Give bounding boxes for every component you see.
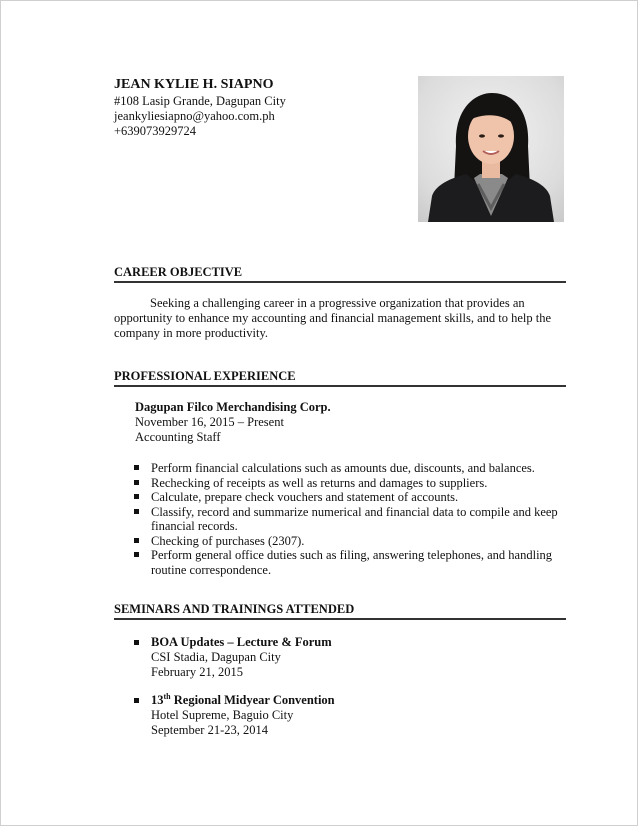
applicant-name: JEAN KYLIE H. SIAPNO bbox=[114, 77, 274, 92]
list-item: Calculate, prepare check vouchers and statement of accounts. bbox=[114, 490, 566, 505]
phone: +639073929724 bbox=[114, 124, 197, 138]
career-objective-text: Seeking a challenging career in a progressive organization that provides an opportunity to enhance my accounting and financial management skills, and to help the company in more productivity. bbox=[114, 296, 552, 340]
bullet-icon bbox=[134, 698, 139, 703]
email: jeankyliesiapno@yahoo.com.ph bbox=[114, 109, 275, 123]
section-title: CAREER OBJECTIVE bbox=[114, 265, 566, 283]
list-item: Checking of purchases (2307). bbox=[114, 534, 566, 549]
list-item: Rechecking of receipts as well as returns and damages to suppliers. bbox=[114, 476, 566, 491]
employment-dates: November 16, 2015 – Present bbox=[135, 415, 284, 429]
address: #108 Lasip Grande, Dagupan City bbox=[114, 94, 286, 108]
seminar-entry bbox=[114, 693, 566, 738]
bullet-icon bbox=[134, 640, 139, 645]
seminar-date: February 21, 2015 bbox=[151, 665, 243, 679]
seminar-date: September 21-23, 2014 bbox=[151, 723, 268, 737]
company-name: Dagupan Filco Merchandising Corp. bbox=[135, 400, 331, 414]
experience-section bbox=[114, 369, 566, 577]
seminar-venue: CSI Stadia, Dagupan City bbox=[151, 650, 281, 664]
seminar-entry bbox=[114, 635, 566, 680]
seminar-venue: Hotel Supreme, Baguio City bbox=[151, 708, 294, 722]
career-objective-section bbox=[114, 265, 566, 341]
list-item: Perform financial calculations such as amounts due, discounts, and balances. bbox=[114, 461, 566, 476]
bullet-icon bbox=[134, 538, 139, 543]
portrait-illustration bbox=[418, 76, 564, 222]
duties-list bbox=[114, 461, 566, 577]
list-item: Perform general office duties such as filing, answering telephones, and handling routine correspondence. bbox=[114, 548, 566, 577]
job-position: Accounting Staff bbox=[135, 430, 221, 444]
bullet-icon bbox=[134, 480, 139, 485]
bullet-icon bbox=[134, 552, 139, 557]
seminar-title: BOA Updates – Lecture & Forum bbox=[151, 635, 332, 649]
profile-photo bbox=[418, 76, 564, 222]
seminar-title: 13th Regional Midyear Convention bbox=[151, 691, 335, 707]
bullet-icon bbox=[134, 465, 139, 470]
bullet-icon bbox=[134, 509, 139, 514]
seminars-section bbox=[114, 602, 566, 738]
job-entry bbox=[135, 400, 566, 445]
section-title: PROFESSIONAL EXPERIENCE bbox=[114, 369, 566, 387]
contact-header bbox=[114, 76, 286, 139]
list-item: Classify, record and summarize numerical and financial data to compile and keep financial records. bbox=[114, 505, 566, 534]
section-title: SEMINARS AND TRAININGS ATTENDED bbox=[114, 602, 566, 620]
bullet-icon bbox=[134, 494, 139, 499]
